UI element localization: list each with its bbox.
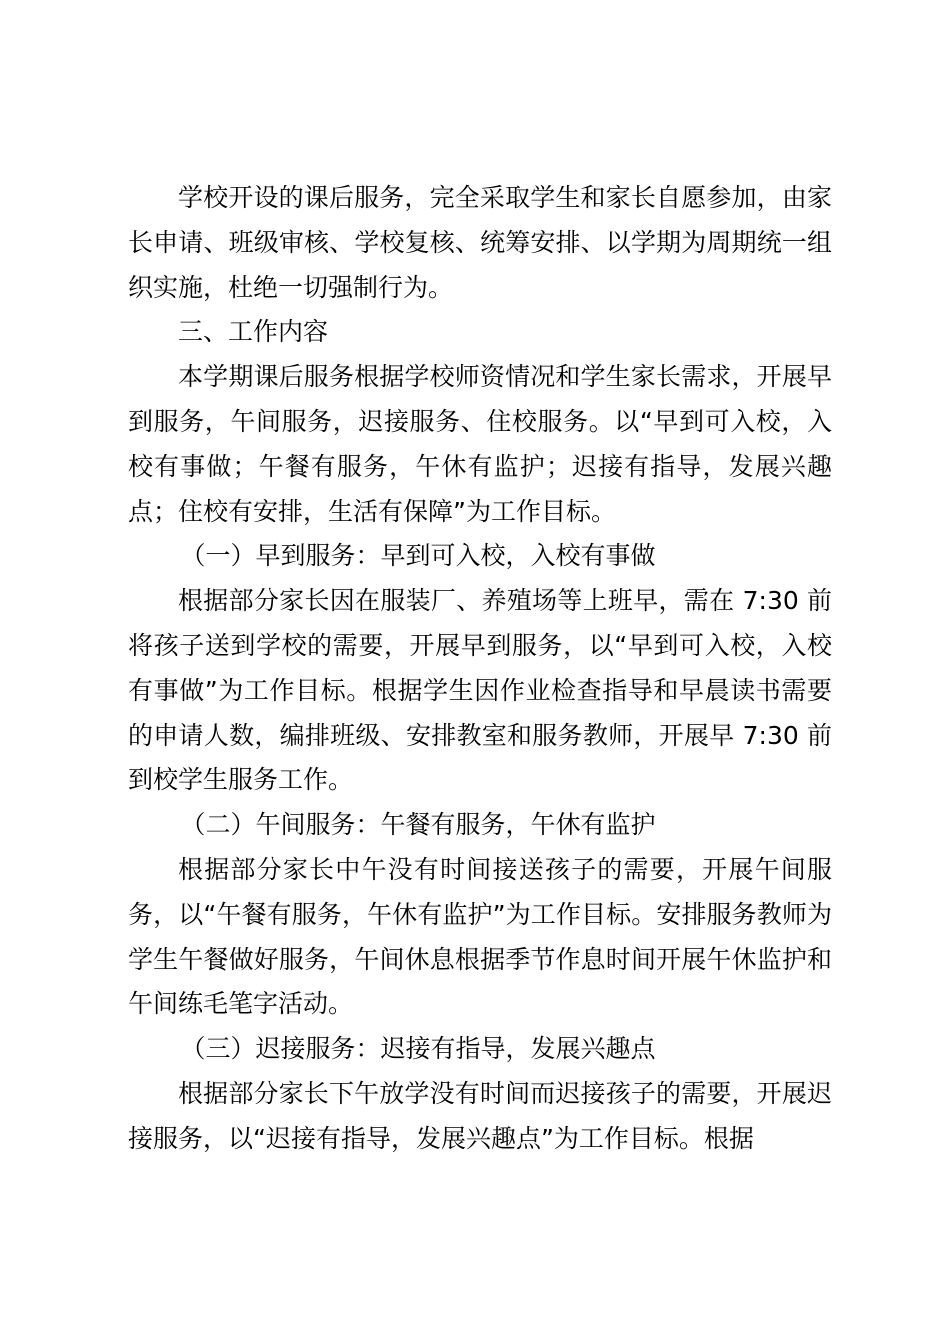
subheading-late-pickup-service: （三）迟接服务：迟接有指导，发展兴趣点 xyxy=(180,1034,656,1064)
section-heading-work-content: 三、工作内容 xyxy=(178,317,329,347)
paragraph-early-arrival-service: 根据部分家长因在服装厂、养殖场等上班早，需在 7:30 前将孩子送到学校的需要，开展早到服务，以“早到可入校，入校有事做”为工作目标。根据学生因作业检查指导和早晨读书需要的申请人数，编排班级、安排教室和服务教师，开展早 7:30 前到校学生服务工作。 xyxy=(128,586,832,795)
subheading-midday-service: （二）午间服务：午餐有服务，午休有监护 xyxy=(180,810,656,840)
document-body xyxy=(128,176,832,1162)
subheading-early-arrival-service: （一）早到服务：早到可入校，入校有事做 xyxy=(180,541,656,571)
paragraph-work-overview: 本学期课后服务根据学校师资情况和学生家长需求，开展早到服务，午间服务，迟接服务、住校服务。以“早到可入校，入校有事做；午餐有服务，午休有监护；迟接有指导，发展兴趣点；住校有安排，生活有保障”为工作目标。 xyxy=(128,362,832,526)
paragraph-midday-service: 根据部分家长中午没有时间接送孩子的需要，开展午间服务，以“午餐有服务，午休有监护”为工作目标。安排服务教师为学生午餐做好服务，午间休息根据季节作息时间开展午休监护和午间练毛笔字活动。 xyxy=(128,854,832,1019)
paragraph-late-pickup-service: 根据部分家长下午放学没有时间而迟接孩子的需要，开展迟接服务，以“迟接有指导，发展兴趣点”为工作目标。根据 xyxy=(128,1078,832,1153)
paragraph-voluntary-participation: 学校开设的课后服务，完全采取学生和家长自愿参加，由家长申请、班级审核、学校复核、统筹安排、以学期为周期统一组织实施，杜绝一切强制行为。 xyxy=(128,183,832,302)
